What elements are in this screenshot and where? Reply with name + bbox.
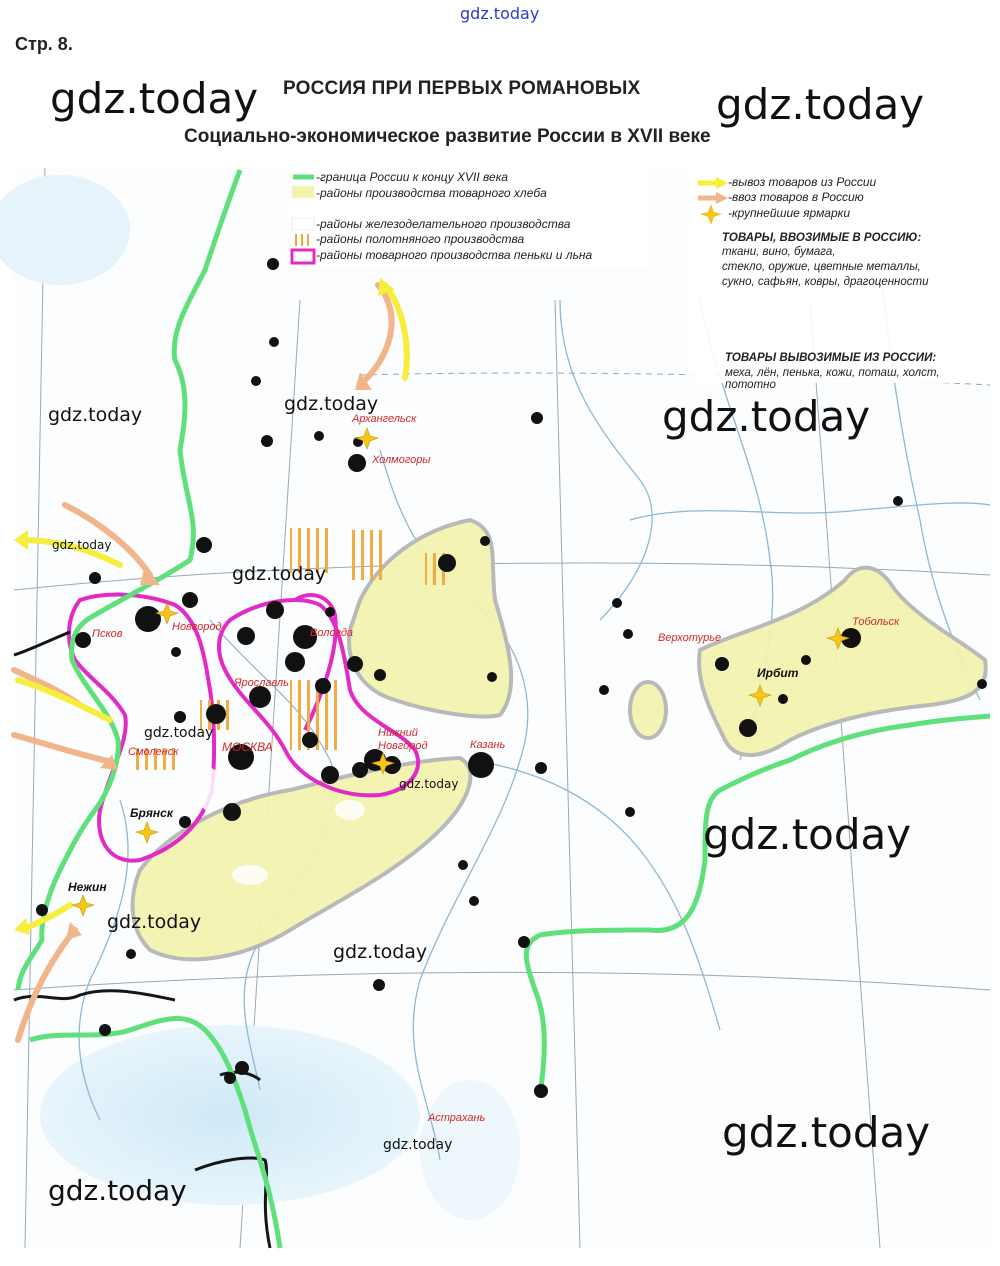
legend-linen-label: -районы полотняного производства <box>316 232 525 246</box>
city-label-nezhin: Нежин <box>68 880 107 894</box>
legend-import-label: -ввоз товаров в Россию <box>728 190 864 204</box>
watermark: gdz.today <box>399 777 459 791</box>
legend-iron-label: -районы железоделательного производства <box>316 217 571 231</box>
watermark: gdz.today <box>107 911 202 933</box>
watermark: gdz.today <box>48 1174 187 1207</box>
city-label-smolensk: Смоленск <box>128 746 179 758</box>
legend-border-label: -граница России к концу XVII века <box>316 170 509 184</box>
legend-hemp-label: -районы товарного производства пеньки и льна <box>316 248 593 262</box>
city-label-n-novgorod-1: Нижний <box>378 727 418 739</box>
city-label-verkhoturye: Верхотурье <box>658 632 722 644</box>
watermark: gdz.today <box>52 538 112 552</box>
watermark: gdz.today <box>284 393 379 415</box>
watermark: gdz.today <box>703 810 912 859</box>
city-label-kholmogory: Холмогоры <box>372 454 431 466</box>
watermark: gdz.today <box>722 1108 931 1157</box>
city-label-irbit: Ирбит <box>757 666 799 680</box>
city-label-n-novgorod-2: Новгород <box>378 740 428 752</box>
imports-line-3: сукно, сафьян, ковры, драгоценности <box>722 276 929 288</box>
city-label-moskva: МОСКВА <box>222 740 273 754</box>
watermark: gdz.today <box>48 404 143 426</box>
page-number: Стр. 8. <box>15 34 73 54</box>
city-label-novgorod: Новгород <box>172 621 222 633</box>
exports-line-1: меха, лён, пенька, кожи, поташ, холст, <box>725 367 940 379</box>
city-label-tobolsk: Тобольск <box>852 616 900 628</box>
watermark: gdz.today <box>716 80 925 129</box>
watermark: gdz.today <box>333 941 428 963</box>
imports-heading: ТОВАРЫ, ВВОЗИМЫЕ В РОССИЮ: <box>722 232 922 244</box>
site-link[interactable]: gdz.today <box>460 4 540 23</box>
legend-grain-label: -районы производства товарного хлеба <box>316 186 547 200</box>
city-label-pskov: Псков <box>92 628 123 640</box>
legend-fairs-label: -крупнейшие ярмарки <box>728 206 850 220</box>
city-label-arkhangelsk: Архангельск <box>352 413 417 425</box>
watermark: gdz.today <box>144 725 214 741</box>
legend-export-label: -вывоз товаров из России <box>728 175 877 189</box>
city-label-kazan: Казань <box>470 739 506 751</box>
city-label-yaroslavl: Ярославль <box>234 677 289 689</box>
map-subtitle: Социально-экономическое развитие России в XVII веке <box>184 126 711 147</box>
city-label-bryansk: Брянск <box>130 806 173 820</box>
city-label-astrakhan: Астрахань <box>428 1112 486 1124</box>
watermark: gdz.today <box>662 392 871 441</box>
watermark: gdz.today <box>50 74 259 123</box>
watermark: gdz.today <box>383 1137 453 1153</box>
map-title: РОССИЯ ПРИ ПЕРВЫХ РОМАНОВЫХ <box>283 78 641 99</box>
city-label-vologda: Вологда <box>310 627 354 639</box>
exports-line-2: пототно <box>725 379 776 391</box>
exports-heading: ТОВАРЫ ВЫВОЗИМЫЕ ИЗ РОССИИ: <box>725 352 937 364</box>
watermark: gdz.today <box>232 563 327 585</box>
imports-line-1: ткани, вино, бумага, <box>722 246 836 258</box>
imports-line-2: стекло, оружие, цветные металлы, <box>722 261 921 273</box>
